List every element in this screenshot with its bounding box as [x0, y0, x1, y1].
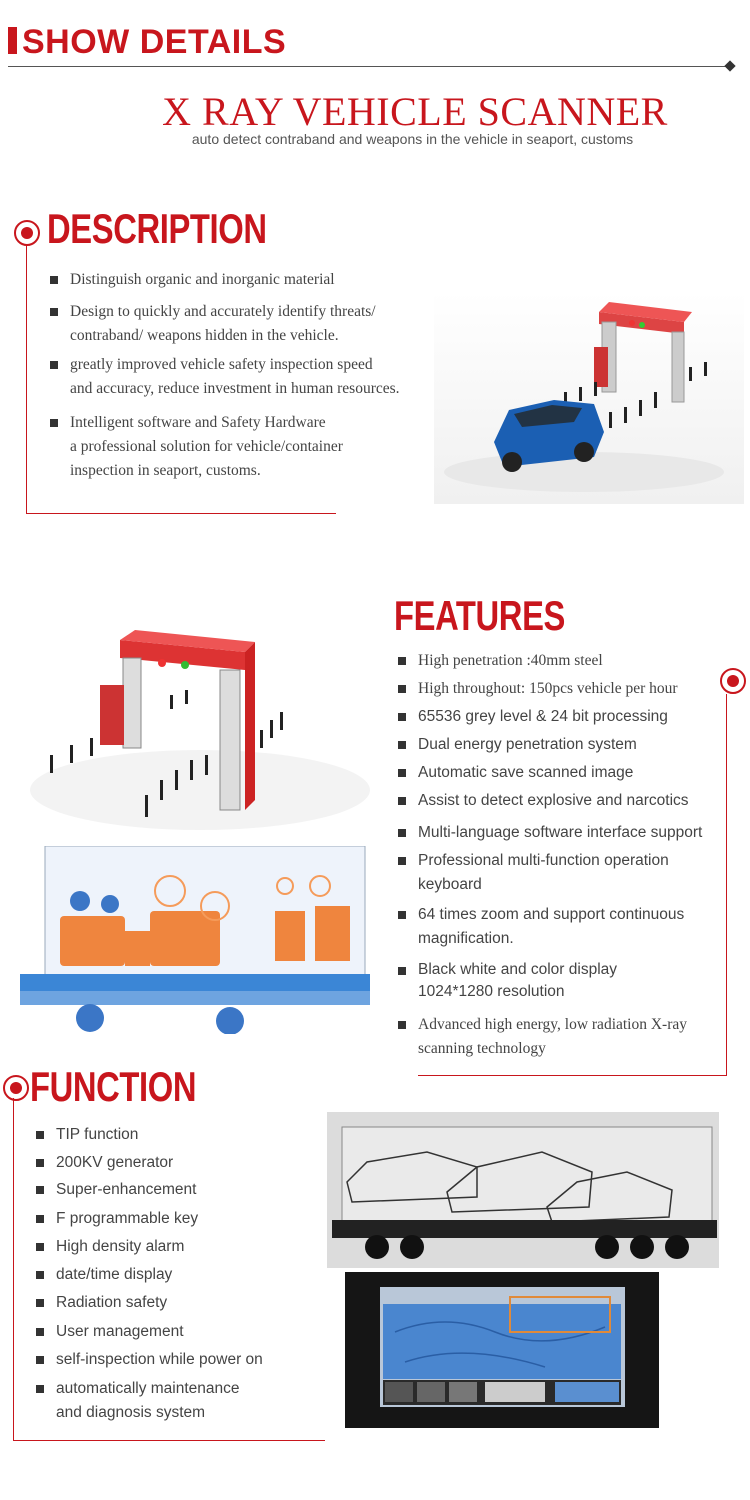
list-item: 65536 grey level & 24 bit processing	[396, 705, 736, 729]
description-list	[48, 268, 448, 483]
list-item: Professional multi-function operation keyboard	[396, 849, 736, 897]
list-item: Dual energy penetration system	[396, 733, 736, 757]
description-frame-bottom	[26, 513, 336, 514]
list-item: date/time display	[34, 1263, 334, 1287]
function-heading: FUNCTION	[30, 1063, 197, 1110]
list-item: Assist to detect explosive and narcotics	[396, 789, 736, 813]
description-heading: DESCRIPTION	[47, 205, 267, 252]
list-item: 200KV generator	[34, 1151, 334, 1175]
divider-diamond-icon	[724, 60, 735, 71]
list-item: Advanced high energy, low radiation X-ray scanning technology	[396, 1013, 736, 1061]
features-list	[396, 649, 736, 1061]
header-divider	[8, 66, 730, 67]
product-title: X RAY VEHICLE SCANNER	[162, 89, 668, 134]
list-item: 64 times zoom and support continuous magnification.	[396, 903, 736, 951]
function-list	[34, 1123, 334, 1425]
scanner-with-car-image	[434, 292, 744, 504]
list-item: greatly improved vehicle safety inspection speed and accuracy, reduce investment in human resources.	[48, 353, 448, 401]
list-item: TIP function	[34, 1123, 334, 1147]
list-item: Intelligent software and Safety Hardware a professional solution for vehicle/container inspection in seaport, customs.	[48, 411, 448, 483]
list-item: Black white and color display 1024*1280 resolution	[396, 959, 736, 1003]
list-item: Design to quickly and accurately identify threats/ contraband/ weapons hidden in the vehicle.	[48, 300, 448, 348]
list-item: F programmable key	[34, 1207, 334, 1231]
header-accent-bar	[8, 27, 17, 54]
list-item: High penetration :40mm steel	[396, 649, 736, 673]
list-item: High throughout: 150pcs vehicle per hour	[396, 677, 736, 701]
list-item: Super-enhancement	[34, 1178, 334, 1202]
features-frame-bottom	[418, 1075, 727, 1076]
list-item: Distinguish organic and inorganic material	[48, 268, 448, 292]
function-marker-icon	[3, 1075, 29, 1101]
list-item: Multi-language software interface support	[396, 821, 736, 845]
description-frame-left	[26, 232, 27, 514]
list-item: Automatic save scanned image	[396, 761, 736, 785]
xray-color-scan-image	[20, 846, 370, 1034]
list-item: User management	[34, 1320, 334, 1344]
description-marker-icon	[14, 220, 40, 246]
list-item: Radiation safety	[34, 1291, 334, 1315]
function-frame-bottom	[13, 1440, 325, 1441]
function-frame-left	[13, 1098, 14, 1440]
scanner-gate-image	[20, 620, 380, 842]
xray-grayscale-scan-image	[327, 1112, 719, 1268]
features-heading: FEATURES	[394, 592, 566, 639]
product-subtitle: auto detect contraband and weapons in the vehicle in seaport, customs	[191, 131, 634, 147]
operator-monitor-image	[345, 1272, 659, 1428]
list-item: self-inspection while power on	[34, 1348, 334, 1372]
header-title: SHOW DETAILS	[22, 23, 287, 61]
list-item: High density alarm	[34, 1235, 334, 1259]
list-item: automatically maintenance and diagnosis system	[34, 1377, 334, 1425]
